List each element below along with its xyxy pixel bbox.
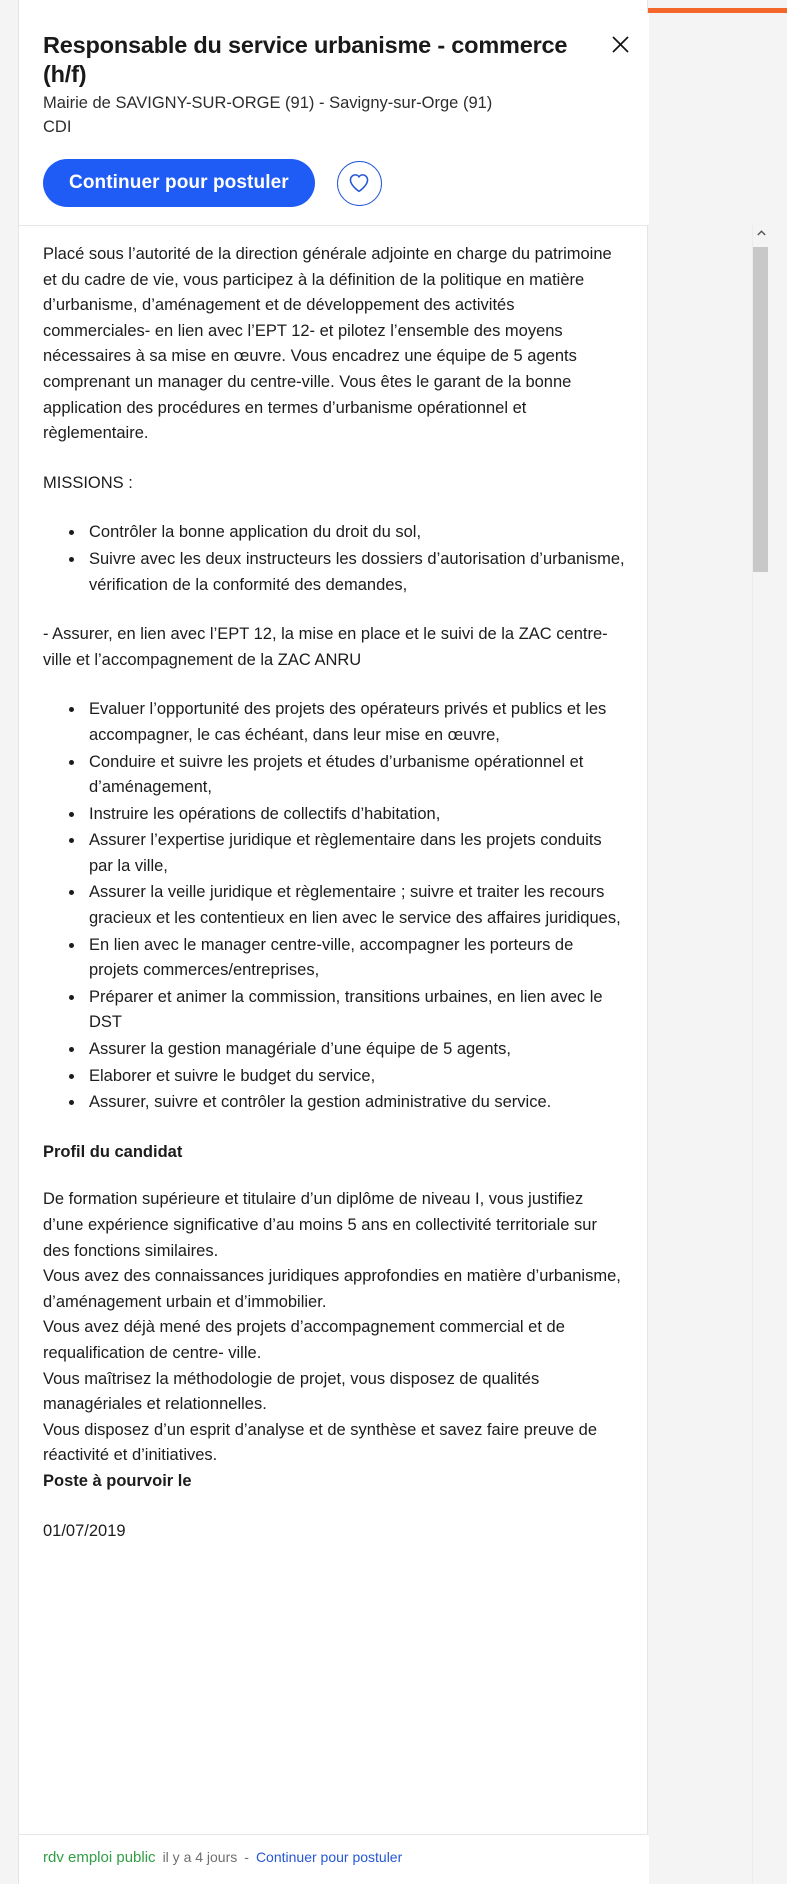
scrollbar-track[interactable] (752, 225, 768, 1883)
profil-line: Vous avez des connaissances juridiques approfondies en matière d’urbanisme, d’aménagement urbain et d’immobilier. (43, 1267, 621, 1311)
close-icon[interactable] (605, 29, 635, 59)
heart-icon[interactable] (337, 161, 382, 206)
source-name: rdv emploi public (43, 1849, 156, 1866)
list-item: • Suivre avec les deux instructeurs les dossiers d’autorisation d’urbanisme, vérification de la conformité des demandes, (85, 547, 625, 598)
job-footer (19, 1834, 649, 1884)
poste-a-pourvoir-date: 01/07/2019 (43, 1521, 126, 1540)
list-item: • Préparer et animer la commission, transitions urbaines, en lien avec le DST (85, 985, 625, 1036)
list-item: • Assurer la gestion managériale d’une équipe de 5 agents, (85, 1037, 625, 1063)
list-item: • Contrôler la bonne application du droit du sol, (85, 520, 625, 546)
profil-line: De formation supérieure et titulaire d’un diplôme de niveau I, vous justifiez d’une expérience significative d’au moins 5 ans en collectivité territoriale sur des fonctions similaires. (43, 1190, 597, 1260)
page-title: Responsable du service urbanisme - commerce (h/f) (43, 32, 568, 87)
profil-line: Vous disposez d’un esprit d’analyse et de synthèse et savez faire preuve de réactivité et d’initiatives. (43, 1420, 598, 1465)
list-item: • Assurer l’expertise juridique et règlementaire dans les projets conduits par la ville, (85, 828, 625, 879)
profil-line: Vous maîtrisez la méthodologie de projet, vous disposez de qualités managériales et relationnelles. (43, 1369, 540, 1414)
list-item: • Instruire les opérations de collectifs d’habitation, (85, 802, 625, 828)
poste-a-pourvoir-label: Poste à pourvoir le (43, 1471, 192, 1490)
job-header (19, 13, 649, 226)
profil-heading: Profil du candidat (43, 1142, 183, 1161)
job-card (18, 0, 648, 1884)
scrollbar-thumb[interactable] (753, 247, 768, 572)
list-item: • Conduire et suivre les projets et études d’urbanisme opérationnel et d’aménagement, (85, 750, 625, 801)
chevron-up-glyph (757, 230, 766, 236)
job-description (43, 242, 625, 1544)
footer-apply-link[interactable]: Continuer pour postuler (255, 1849, 403, 1865)
cta-row (43, 159, 625, 207)
heart-glyph (348, 173, 370, 193)
apply-button[interactable]: Continuer pour postuler (43, 159, 315, 207)
list-item: • Assurer, suivre et contrôler la gestion administrative du service. (85, 1090, 625, 1116)
close-glyph (611, 35, 630, 54)
zac-paragraph: - Assurer, en lien avec l’EPT 12, la mise en place et le suivi de la ZAC centre- ville et l’accompagnement de la ZAC ANRU (43, 625, 608, 669)
profil-paragraph (43, 1187, 625, 1494)
list-item: • Assurer la veille juridique et règlementaire ; suivre et traiter les recours gracieux et les contentieux en lien avec le service des affaires juridiques, (85, 880, 625, 931)
list-item: • Elaborer et suivre le budget du service, (85, 1064, 625, 1090)
job-description-scroll-area[interactable] (19, 222, 649, 1862)
missions-list-second (43, 697, 625, 1116)
posted-age: il y a 4 jours (162, 1849, 238, 1865)
contract-type: CDI (43, 117, 72, 136)
missions-label: MISSIONS : (43, 473, 133, 492)
missions-list-first (43, 520, 625, 598)
chevron-up-icon[interactable] (753, 225, 769, 241)
list-item: • Evaluer l’opportunité des projets des opérateurs privés et publics et les accompagner, le cas échéant, dans leur mise en œuvre, (85, 697, 625, 748)
footer-separator: - (244, 1849, 249, 1865)
company-location: Mairie de SAVIGNY-SUR-ORGE (91) - Savigny-sur-Orge (91) (43, 94, 493, 113)
list-item: • En lien avec le manager centre-ville, accompagner les porteurs de projets commerces/entreprises, (85, 933, 625, 984)
description-intro: Placé sous l’autorité de la direction générale adjointe en charge du patrimoine et du cadre de vie, vous participez à la définition de la politique en matière d’urbanisme, d’aménagement et de développement des activités commerciales- en lien avec l’EPT 12- et pilotez l’ensemble des moyens nécessaires à sa mise en œuvre. Vous encadrez une équipe de 5 agents comprenant un manager du centre-ville. Vous êtes le garant de la bonne application des procédures en termes d’urbanisme opérationnel et règlementaire. (43, 245, 612, 443)
profil-line: Vous avez déjà mené des projets d’accompagnement commercial et de requalification de centre- ville. (43, 1318, 565, 1362)
